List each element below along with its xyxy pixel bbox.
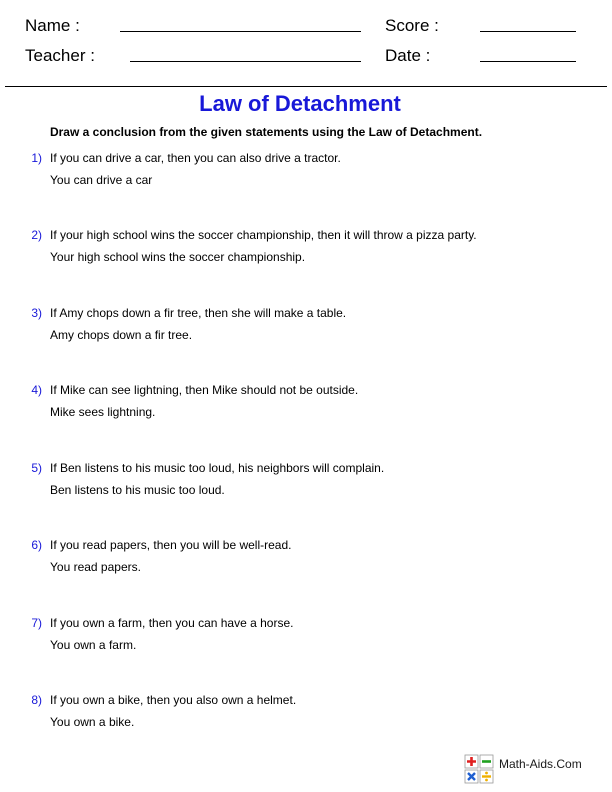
math-aids-logo-icon [464, 754, 494, 784]
given-statement: Mike sees lightning. [50, 405, 156, 419]
problem-item [0, 537, 612, 581]
score-line[interactable] [480, 31, 576, 32]
problem-number: 6) [31, 538, 42, 552]
problem-item [0, 150, 612, 194]
score-label: Score : [385, 16, 439, 35]
problem-number: 4) [31, 383, 42, 397]
given-statement: Ben listens to his music too loud. [50, 483, 225, 497]
problem-number: 8) [31, 693, 42, 707]
given-statement: You own a bike. [50, 715, 135, 729]
problem-number: 1) [31, 151, 42, 165]
conditional-statement: If you own a farm, then you can have a horse. [50, 616, 294, 630]
conditional-statement: If Amy chops down a fir tree, then she will make a table. [50, 306, 347, 320]
conditional-statement: If you read papers, then you will be well-read. [50, 538, 292, 552]
given-statement: You own a farm. [50, 638, 137, 652]
given-statement: You can drive a car [50, 173, 153, 187]
conditional-statement: If you can drive a car, then you can also drive a tractor. [50, 151, 341, 165]
teacher-label: Teacher : [25, 46, 95, 65]
teacher-line[interactable] [130, 61, 361, 62]
instructions: Draw a conclusion from the given statements using the Law of Detachment. [49, 125, 483, 139]
problem-item [0, 460, 612, 504]
name-line[interactable] [120, 31, 361, 32]
name-label: Name : [25, 16, 80, 35]
problem-item [0, 615, 612, 659]
problem-number: 5) [31, 461, 42, 475]
date-label: Date : [385, 46, 431, 65]
problem-number: 3) [31, 306, 42, 320]
conditional-statement: If your high school wins the soccer championship, then it will throw a pizza party. [50, 228, 477, 242]
given-statement: You read papers. [50, 560, 141, 574]
problem-number: 7) [31, 616, 42, 630]
problem-item [0, 305, 612, 349]
date-line[interactable] [480, 61, 576, 62]
math-aids-logo-text[interactable]: Math-Aids.Com [499, 757, 582, 771]
worksheet-title: Law of Detachment [199, 91, 401, 116]
conditional-statement: If Mike can see lightning, then Mike should not be outside. [50, 383, 359, 397]
problem-item [0, 382, 612, 426]
given-statement: Amy chops down a fir tree. [50, 328, 193, 342]
conditional-statement: If Ben listens to his music too loud, his neighbors will complain. [50, 461, 385, 475]
problem-number: 2) [31, 228, 42, 242]
conditional-statement: If you own a bike, then you also own a helmet. [50, 693, 297, 707]
header-divider [5, 86, 607, 87]
problem-item [0, 692, 612, 736]
problem-item [0, 227, 612, 271]
given-statement: Your high school wins the soccer championship. [50, 250, 306, 264]
